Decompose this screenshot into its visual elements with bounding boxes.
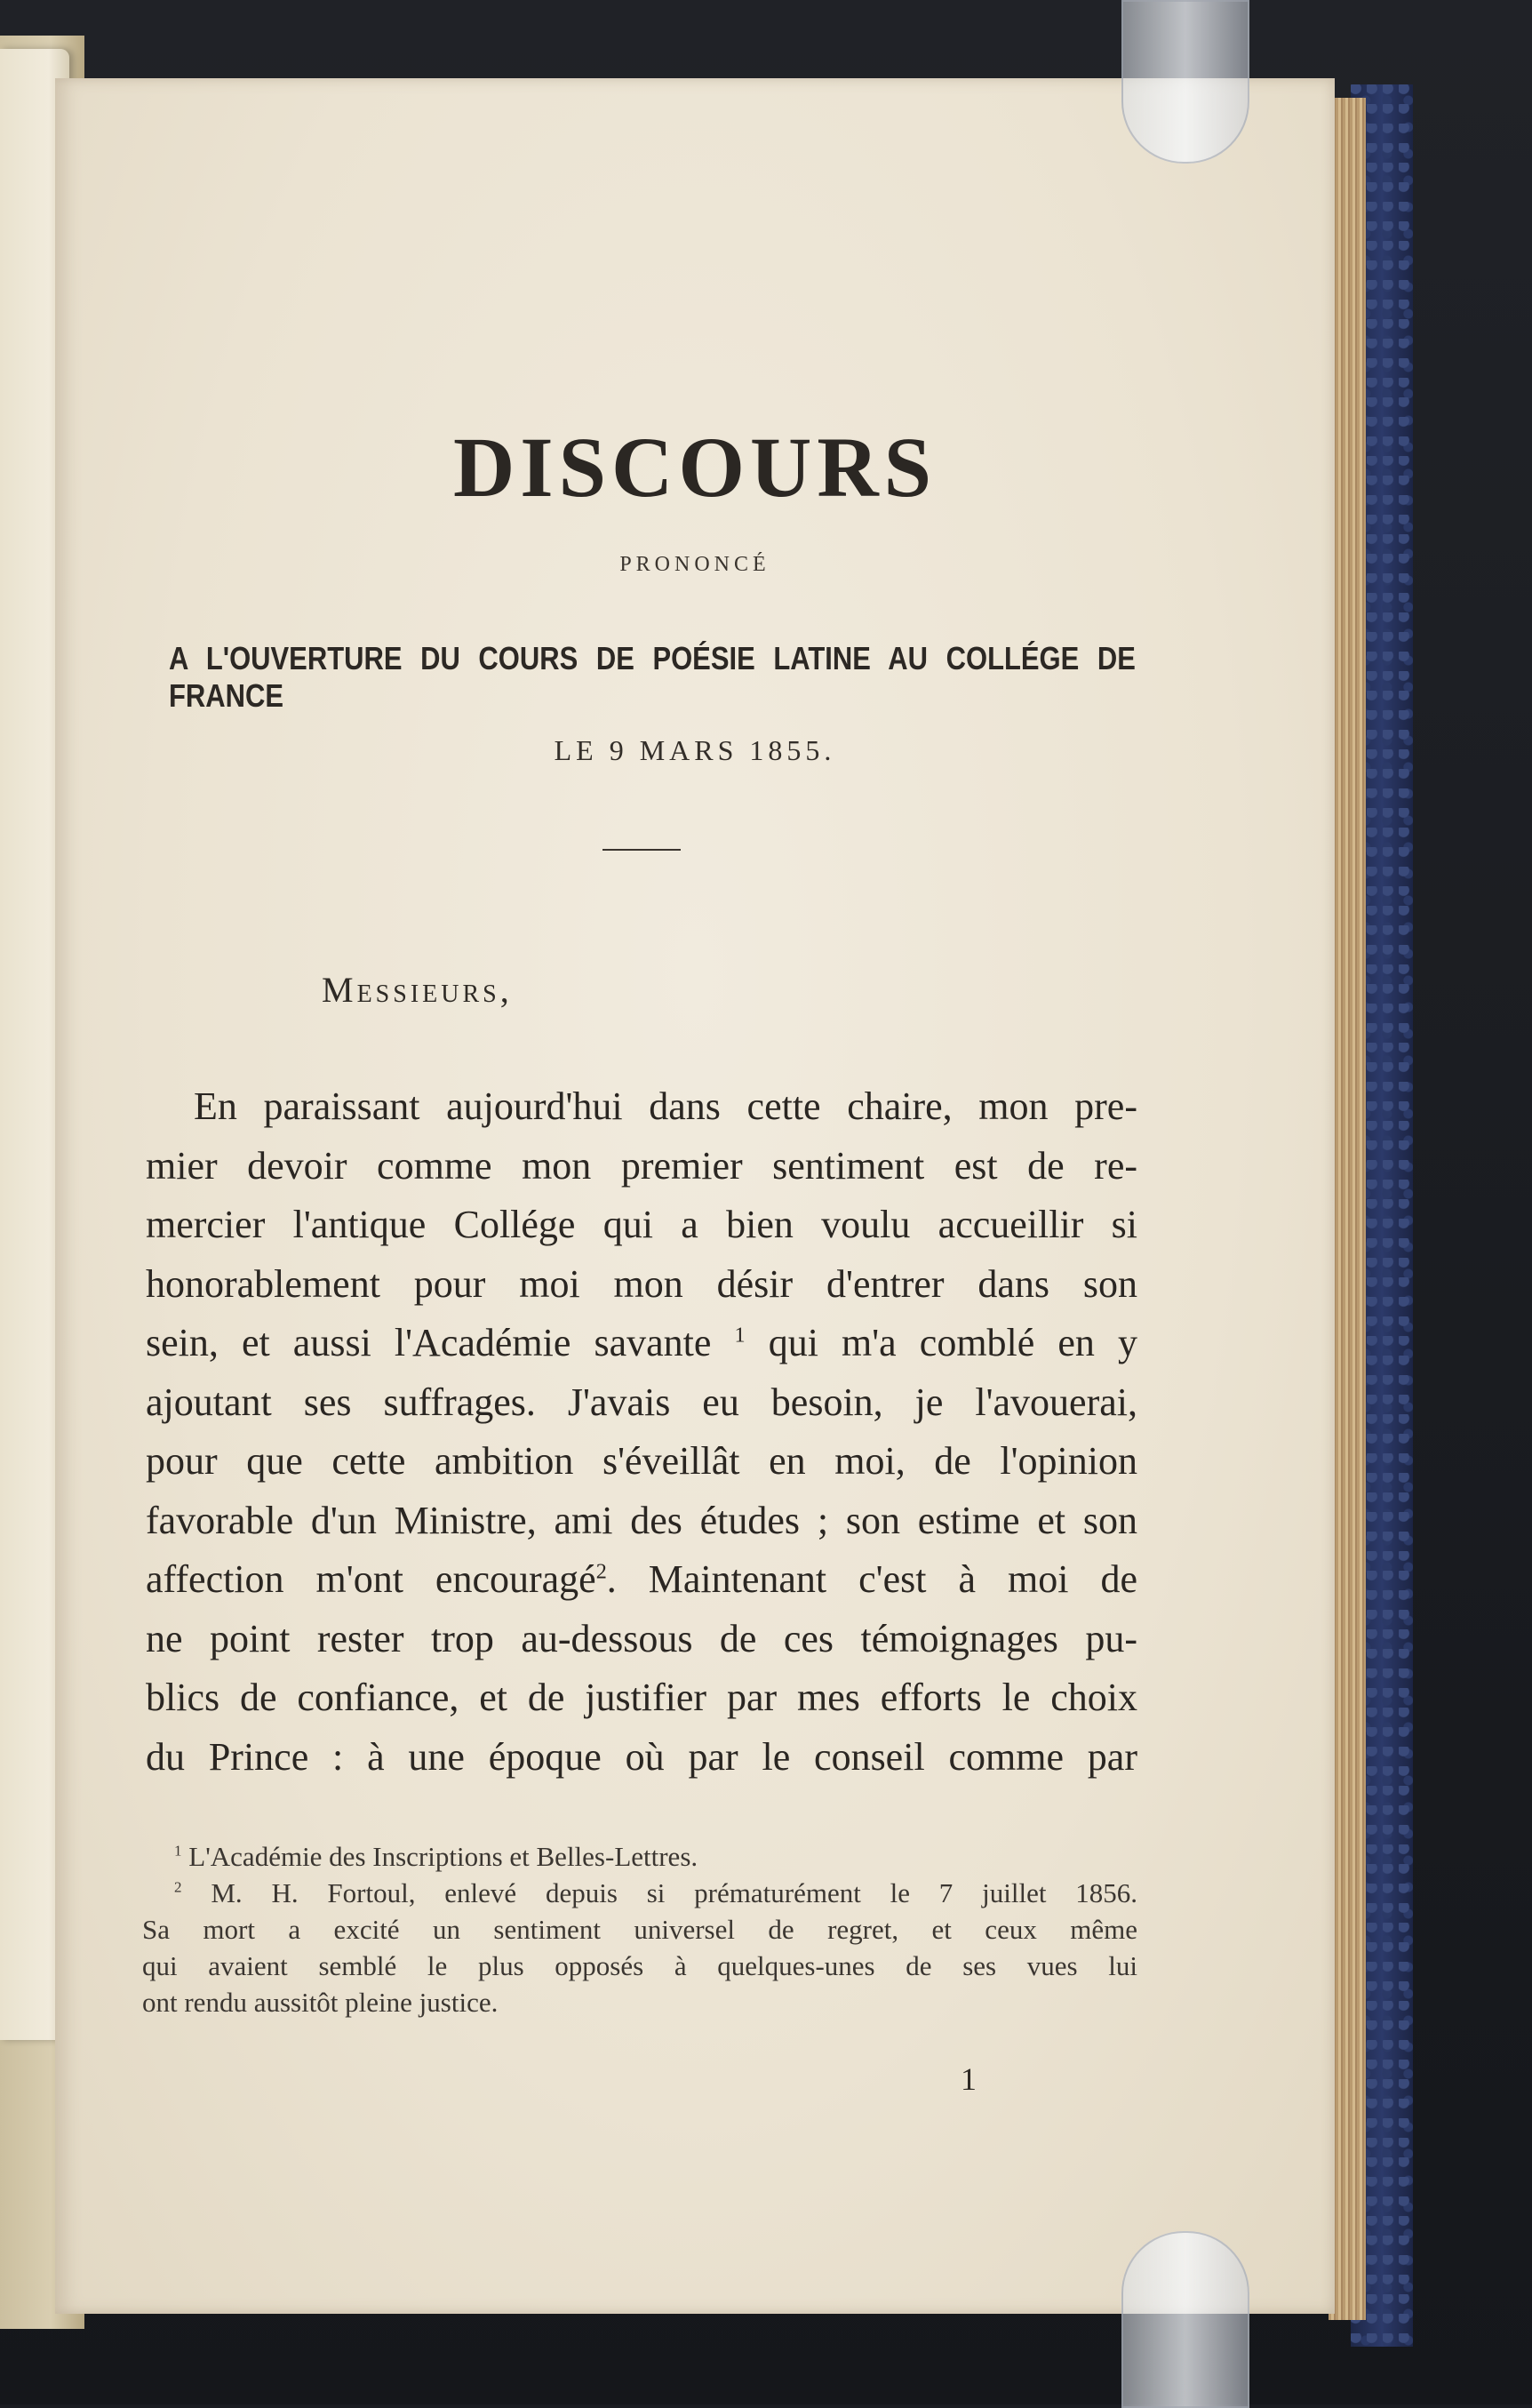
body-line-head: sein, et aussi l'Académie savante bbox=[146, 1321, 712, 1364]
title-divider-rule bbox=[602, 849, 681, 851]
body-line: favorable d'un Ministre, ami des études ; son estime et son bbox=[146, 1498, 1137, 1542]
body-line: mier devoir comme mon premier sentiment est de re- bbox=[146, 1143, 1137, 1188]
body-line-tail: . Maintenant c'est à moi de bbox=[606, 1557, 1137, 1601]
document-date: LE 9 MARS 1855. bbox=[554, 734, 836, 766]
footnote-2-text: M. H. Fortoul, enlevé depuis si prématurément le 7 juillet 1856. bbox=[211, 1877, 1137, 1908]
salutation: Messieurs, bbox=[322, 970, 513, 1010]
footnotes bbox=[142, 1838, 1137, 2020]
body-line: En paraissant aujourd'hui dans cette chaire, mon pre- bbox=[194, 1084, 1137, 1128]
page-number: 1 bbox=[961, 2061, 977, 2097]
body-paragraph bbox=[146, 1077, 1137, 1787]
document-occasion: A L'OUVERTURE DU COURS DE POÉSIE LATINE AU COLLÉGE DE FRANCE bbox=[169, 640, 1136, 714]
body-line-with-ref bbox=[146, 1550, 1137, 1610]
body-line-tail: qui m'a comblé en y bbox=[768, 1321, 1138, 1364]
body-line-with-ref bbox=[146, 1314, 1137, 1373]
top-page-clip bbox=[1121, 0, 1249, 164]
footnote-marker-1: 1 bbox=[174, 1842, 182, 1860]
body-line: honorablement pour moi mon désir d'entrer dans son bbox=[146, 1261, 1137, 1306]
footnote-2-line: ont rendu aussitôt pleine justice. bbox=[142, 1987, 499, 2018]
document-subtitle: PRONONCÉ bbox=[619, 553, 770, 576]
document-title: DISCOURS bbox=[452, 420, 938, 515]
footnote-reference-1: 1 bbox=[734, 1323, 746, 1348]
body-line: du Prince : à une époque où par le conseil comme par bbox=[146, 1734, 1137, 1779]
footnote-2-line: Sa mort a excité un sentiment universel de regret, et ceux même bbox=[142, 1914, 1137, 1945]
bottom-page-clip bbox=[1121, 2231, 1249, 2408]
footnote-2-line: qui avaient semblé le plus opposés à quelques-unes de ses vues lui bbox=[142, 1950, 1137, 1981]
footnote-1-text: L'Académie des Inscriptions et Belles-Lettres. bbox=[188, 1841, 698, 1872]
body-line: pour que cette ambition s'éveillât en moi, de l'opinion bbox=[146, 1439, 1137, 1483]
body-line: ajoutant ses suffrages. J'avais eu besoin, je l'avouerai, bbox=[146, 1380, 1137, 1424]
footnote-reference-2: 2 bbox=[595, 1559, 607, 1584]
body-line: mercier l'antique Collége qui a bien voulu accueillir si bbox=[146, 1203, 1137, 1246]
body-line: blics de confiance, et de justifier par mes efforts le choix bbox=[146, 1676, 1137, 1719]
footnote-1 bbox=[142, 1838, 1137, 1875]
body-line-head: affection m'ont encouragé bbox=[146, 1557, 596, 1601]
footnote-marker-2: 2 bbox=[174, 1878, 182, 1896]
footnote-2-line bbox=[142, 1875, 1137, 1911]
body-line: ne point rester trop au-dessous de ces témoignages pu- bbox=[146, 1616, 1137, 1660]
